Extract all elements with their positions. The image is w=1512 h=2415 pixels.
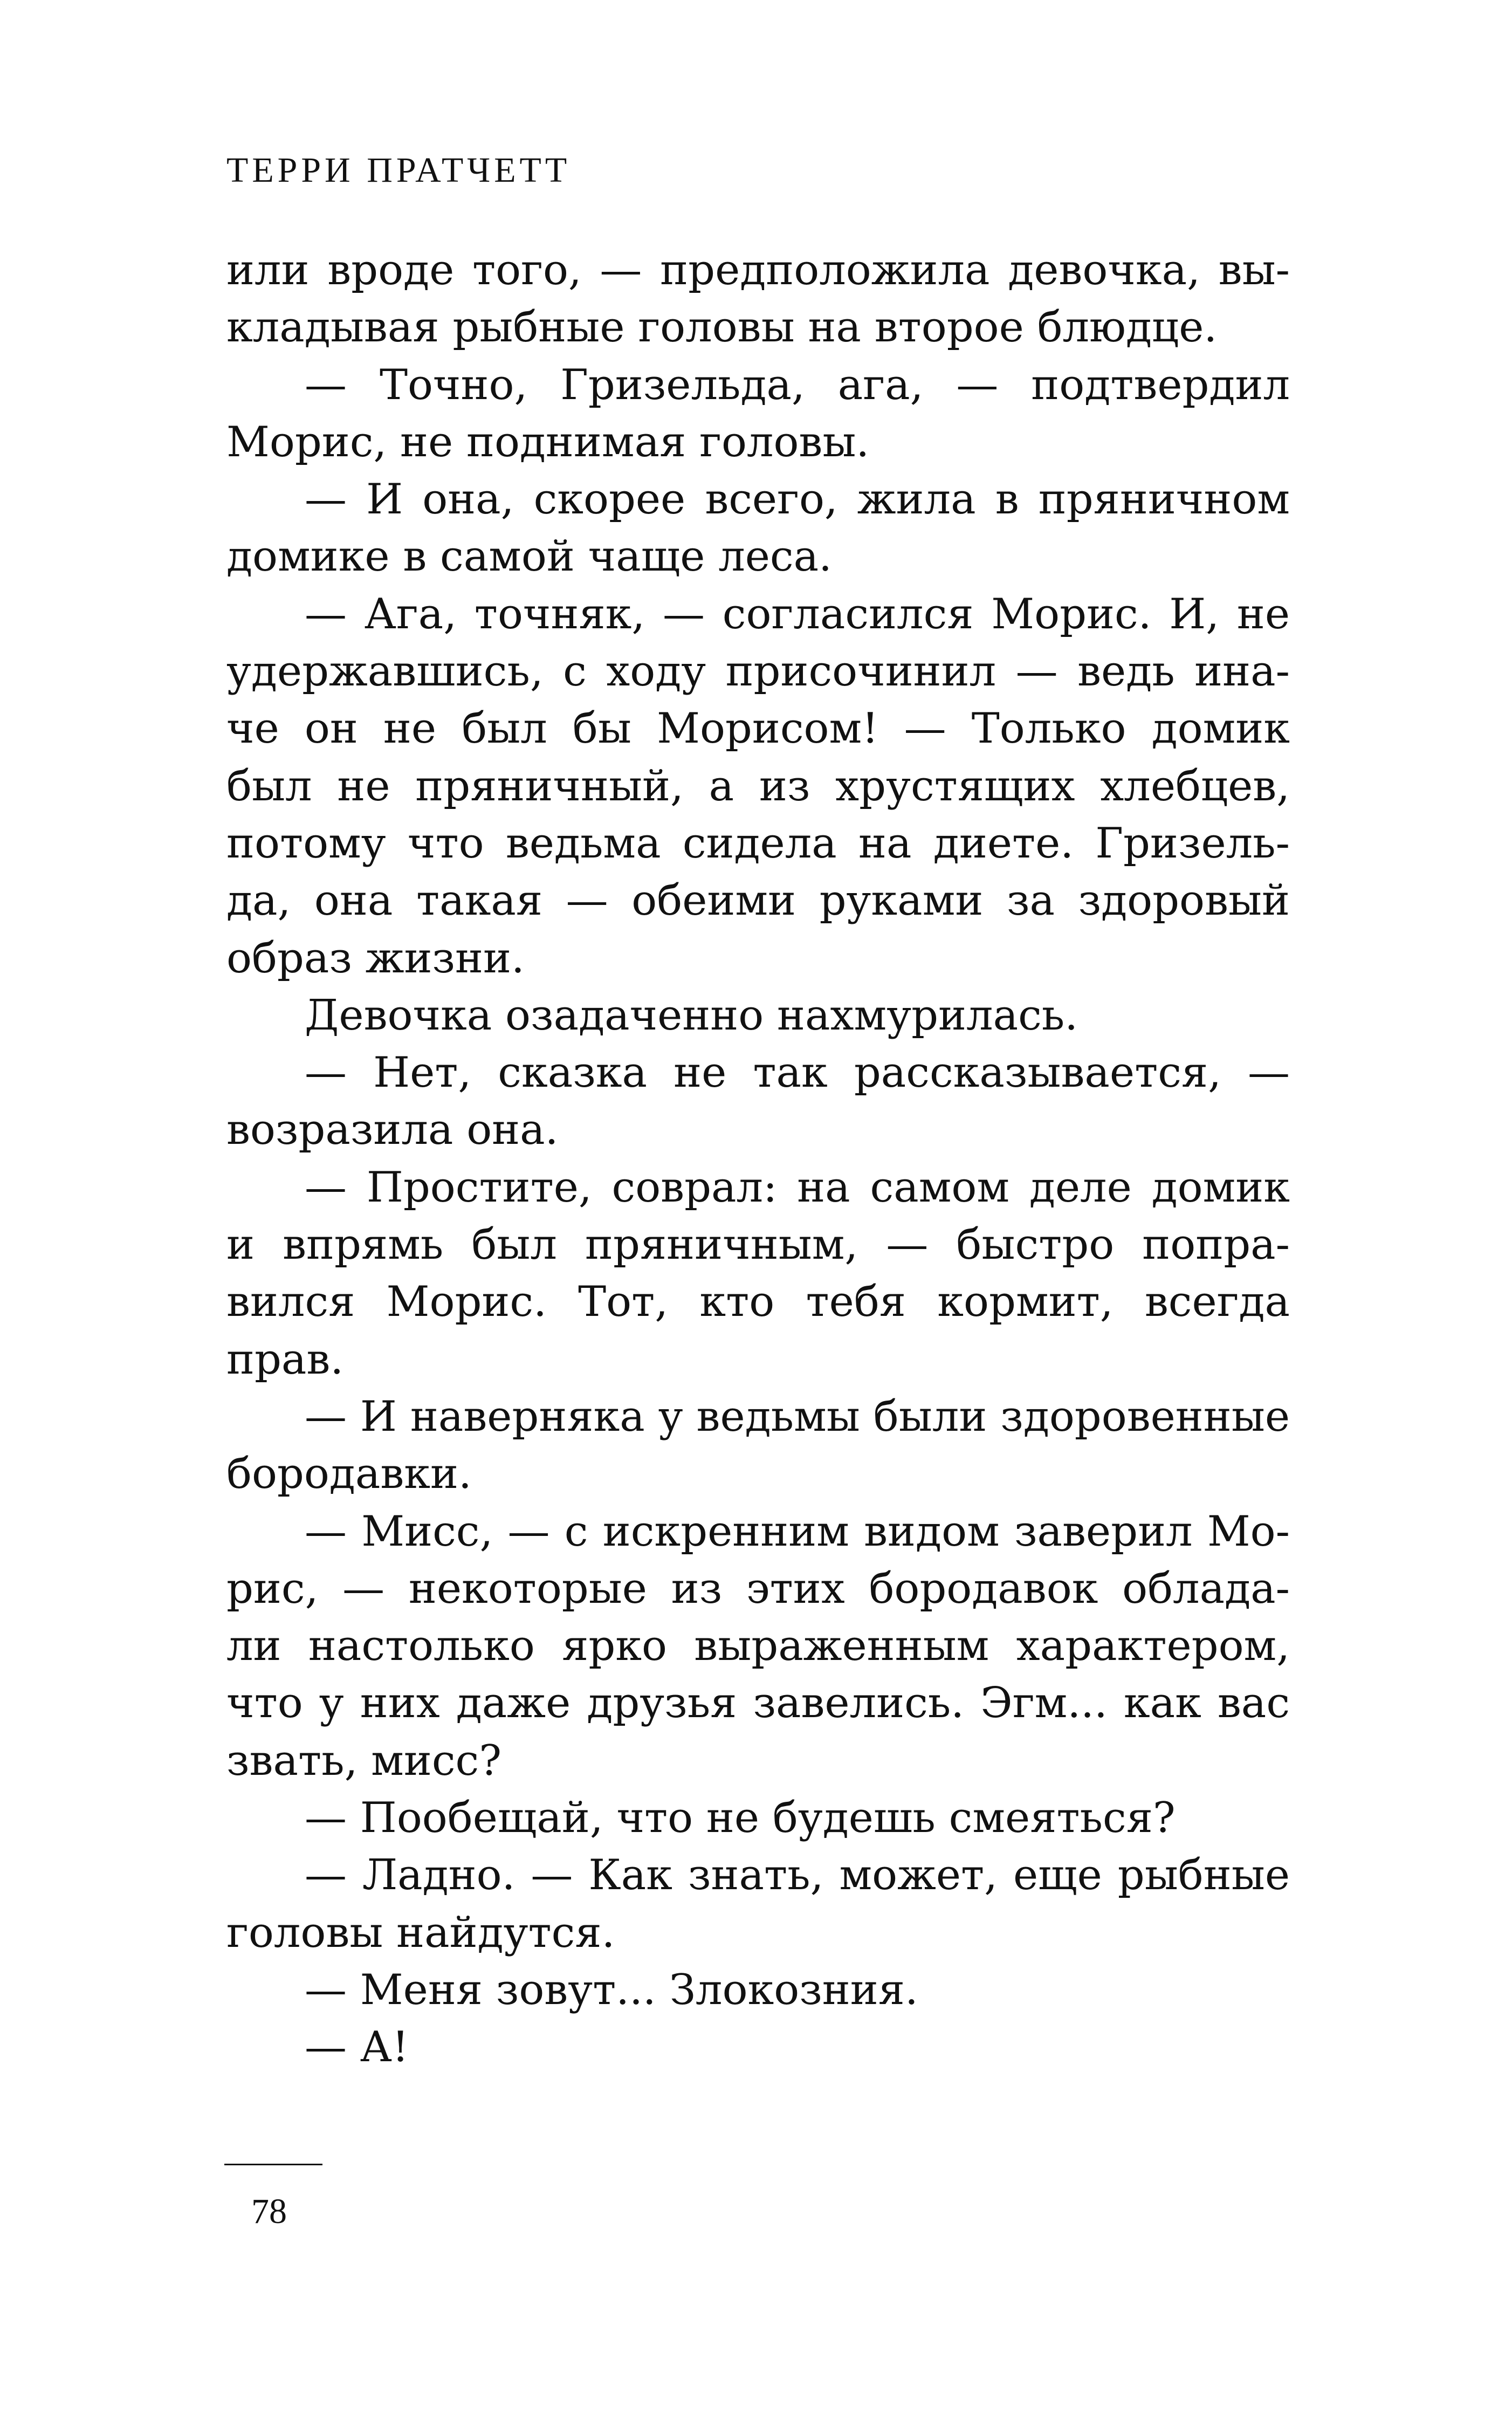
text-line: да, она такая — обеими руками за здоровый bbox=[226, 876, 1290, 925]
text-line: — Пообещай, что не будешь смеяться? bbox=[305, 1794, 1176, 1843]
text-line: — И она, скорее всего, жила в пряничном bbox=[305, 475, 1290, 524]
text-line: образ жизни. bbox=[226, 934, 525, 983]
text-line: возразила она. bbox=[226, 1106, 559, 1155]
text-line: кладывая рыбные головы на второе блюдце. bbox=[226, 303, 1218, 352]
text-line: — Нет, сказка не так рассказывается, — bbox=[305, 1048, 1290, 1097]
text-line: прав. bbox=[226, 1335, 344, 1384]
text-line: потому что ведьма сидела на диете. Гризель- bbox=[226, 819, 1290, 868]
text-line: ли настолько ярко выраженным характером, bbox=[226, 1622, 1290, 1671]
body-text bbox=[226, 242, 1290, 2076]
text-line: — Ладно. — Как знать, может, еще рыбные bbox=[305, 1851, 1290, 1900]
page-number: 78 bbox=[251, 2192, 287, 2231]
text-line: — А! bbox=[305, 2023, 409, 2072]
text-line: рис, — некоторые из этих бородавок облада- bbox=[226, 1564, 1290, 1613]
text-line: головы найдутся. bbox=[226, 1908, 615, 1957]
text-line: Девочка озадаченно нахмурилась. bbox=[305, 991, 1078, 1040]
text-line: Морис, не поднимая головы. bbox=[226, 417, 870, 466]
text-line: звать, мисс? bbox=[226, 1736, 502, 1785]
running-head: ТЕРРИ ПРАТЧЕТТ bbox=[226, 150, 571, 190]
footnote-rule bbox=[224, 2164, 322, 2165]
text-line: удержавшись, с ходу присочинил — ведь ина- bbox=[226, 647, 1290, 696]
text-line: — Меня зовут... Злокозния. bbox=[305, 1965, 918, 2014]
text-line: что у них даже друзья завелись. Эгм... как вас bbox=[226, 1679, 1290, 1728]
text-line: — Точно, Гризельда, ага, — подтвердил bbox=[305, 360, 1290, 409]
text-line: домике в самой чаще леса. bbox=[226, 532, 832, 581]
text-line: — Ага, точняк, — согласился Морис. И, не bbox=[305, 589, 1290, 639]
text-line: че он не был бы Морисом! — Только домик bbox=[226, 704, 1290, 753]
text-line: бородавки. bbox=[226, 1450, 472, 1499]
text-line: был не пряничный, а из хрустящих хлебцев, bbox=[226, 761, 1290, 811]
text-line: — И наверняка у ведьмы были здоровенные bbox=[305, 1392, 1290, 1441]
text-line: или вроде того, — предположила девочка, вы- bbox=[226, 246, 1290, 294]
text-line: вился Морис. Тот, кто тебя кормит, всегда bbox=[226, 1278, 1290, 1327]
text-line: и впрямь был пряничным, — быстро попра- bbox=[226, 1220, 1290, 1270]
text-line: — Мисс, — с искренним видом заверил Мо- bbox=[305, 1507, 1290, 1556]
text-line: — Простите, соврал: на самом деле домик bbox=[305, 1163, 1290, 1212]
